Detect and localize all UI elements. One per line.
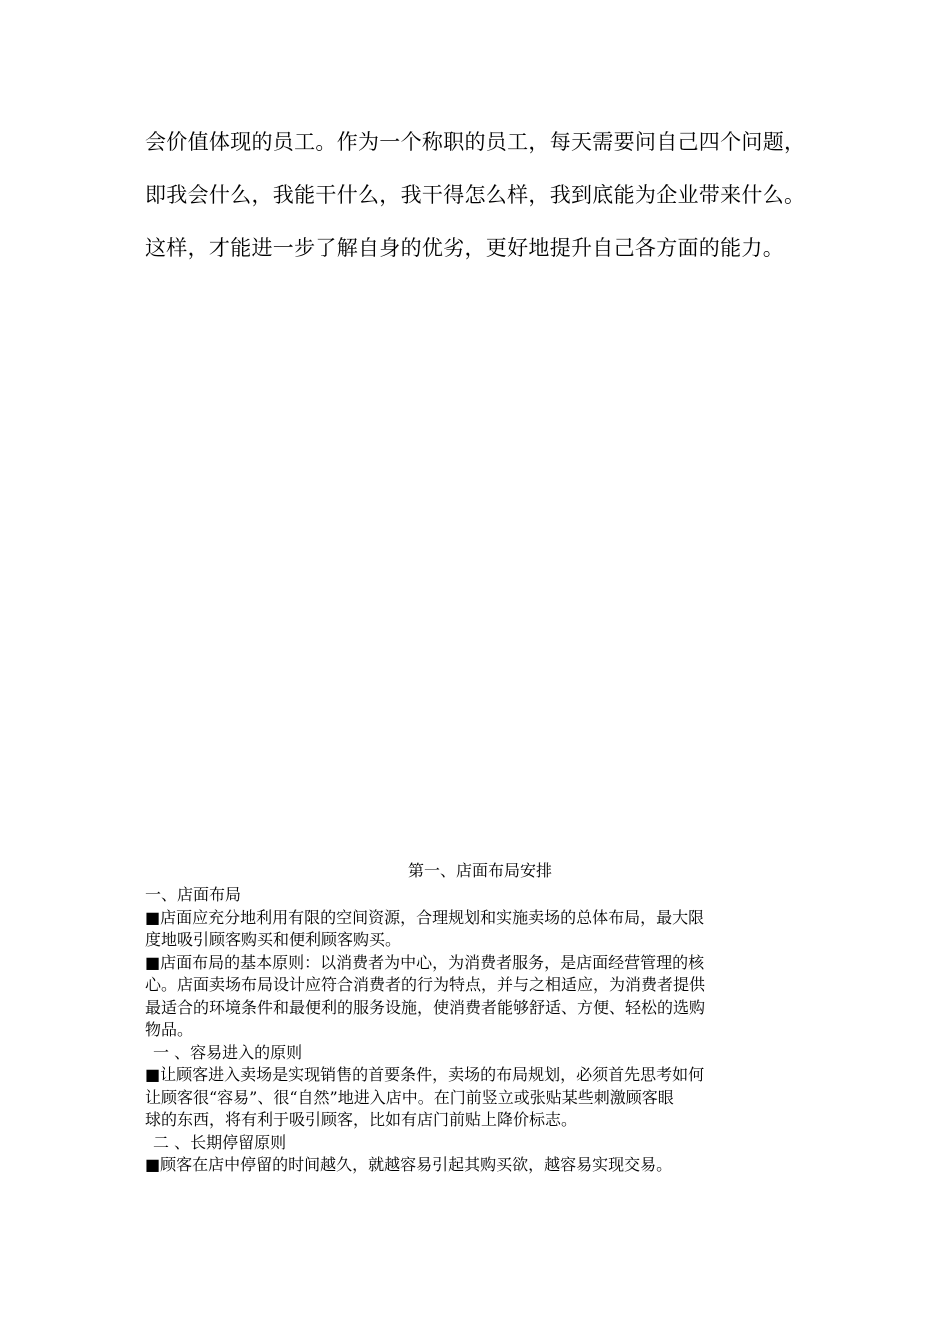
- paragraph-line: 这样，才能进一步了解自身的优劣，更好地提升自己各方面的能力。: [145, 236, 784, 260]
- paragraph-line: 度地吸引顾客购买和便利顾客购买。: [145, 930, 402, 949]
- paragraph-line: 心。店面卖场布局设计应符合消费者的行为特点，并与之相适应，为消费者提供: [145, 975, 706, 994]
- paragraph-line: ■店面布局的基本原则：以消费者为中心，为消费者服务，是店面经营管理的核: [145, 952, 705, 972]
- continued-paragraph: [145, 116, 825, 275]
- paragraph-line: 会价值体现的员工。作为一个称职的员工，每天需要问自己四个问题，: [145, 130, 806, 154]
- subheading: 一、店面布局: [145, 885, 242, 904]
- paragraph-line: 最适合的环境条件和最便利的服务设施，使消费者能够舒适、方便、轻松的选购: [145, 997, 706, 1017]
- paragraph-line: ■让顾客进入卖场是实现销售的首要条件，卖场的布局规划，必须首先思考如何: [145, 1065, 705, 1084]
- paragraph-line: 物品。: [145, 1020, 194, 1039]
- paragraph-line: 即我会什么，我能干什么，我干得怎么样，我到底能为企业带来什么。: [145, 183, 806, 207]
- paragraph-line: ■顾客在店中停留的时间越久，就越容易引起其购买欲，越容易实现交易。: [145, 1155, 673, 1174]
- paragraph-line: 让顾客很“容易”、很“自然”地进入店中。在门前竖立或张贴某些刺激顾客眼: [145, 1087, 674, 1107]
- subheading: 一 、容易进入的原则: [153, 1042, 303, 1062]
- section-title: 第一、店面布局安排: [407, 861, 552, 880]
- paragraph-line: 球的东西，将有利于吸引顾客，比如有店门前贴上降价标志。: [145, 1110, 578, 1129]
- subheading: 二 、长期停留原则: [153, 1132, 287, 1152]
- section-store-layout: [145, 858, 815, 1177]
- paragraph-line: ■店面应充分地利用有限的空间资源，合理规划和实施卖场的总体布局，最大限: [145, 907, 705, 927]
